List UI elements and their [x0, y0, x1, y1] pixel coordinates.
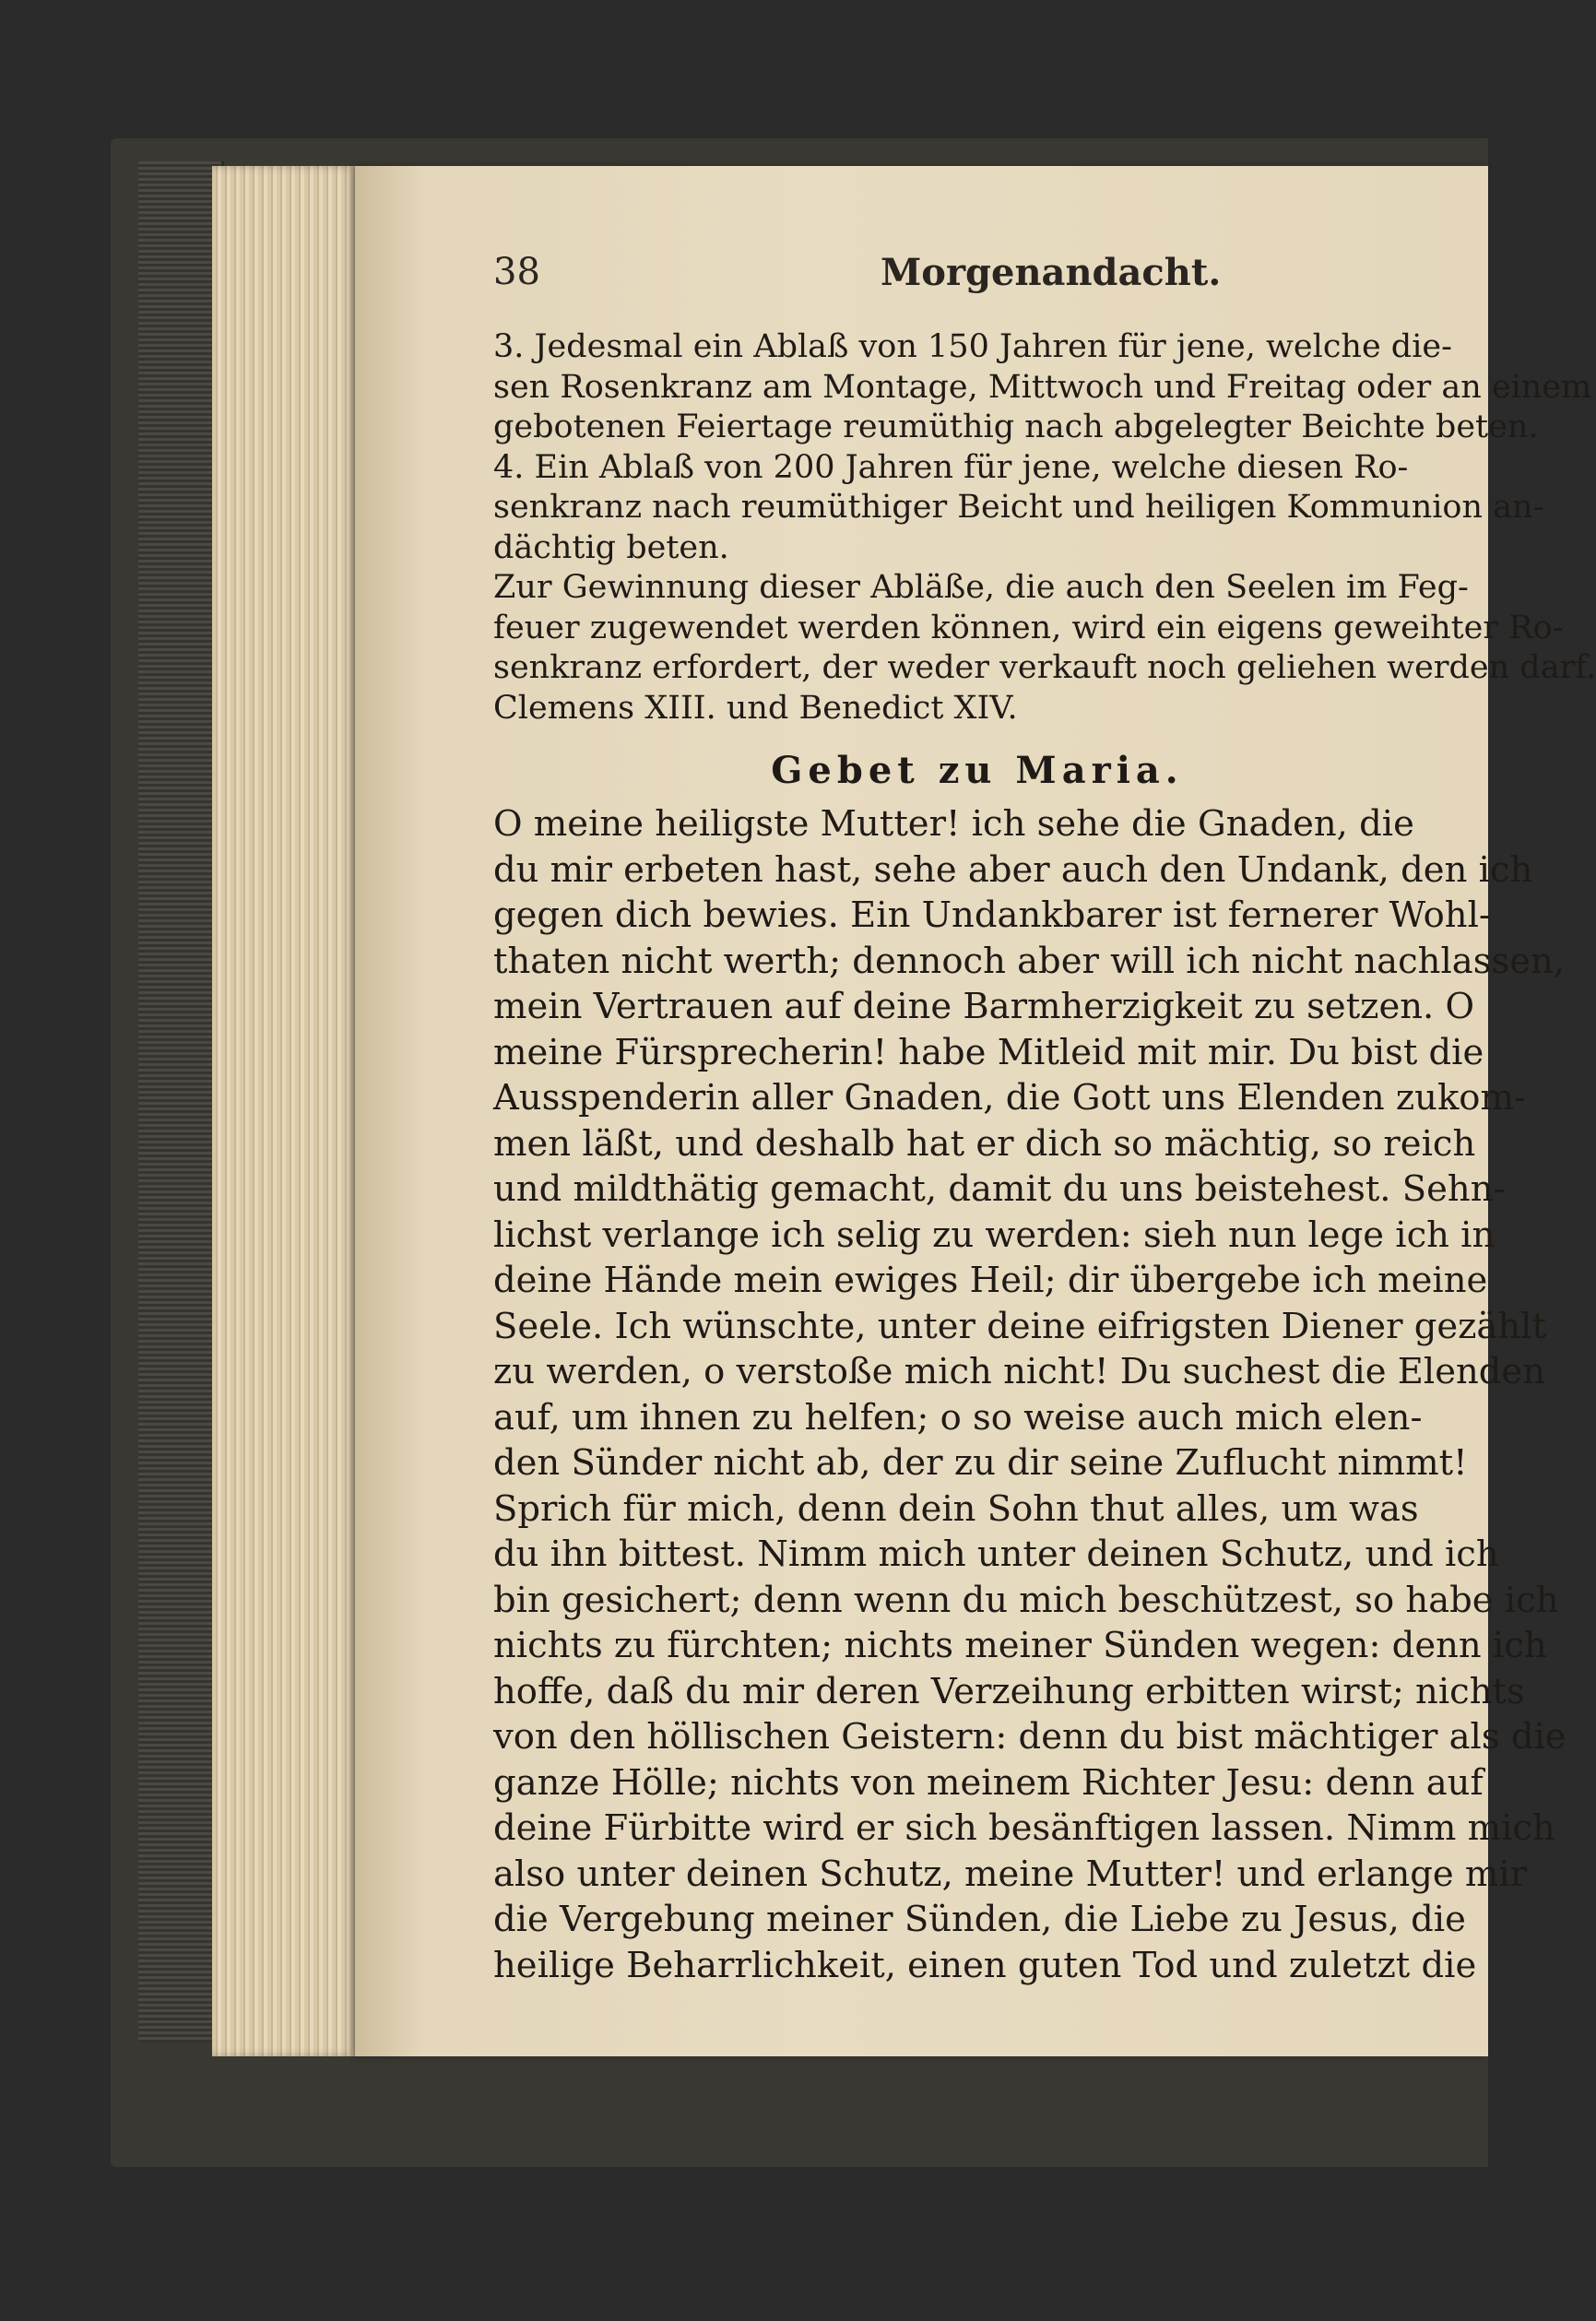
page-number: 38 — [493, 251, 540, 293]
text-line: Sprich für mich, denn dein Sohn thut alles, um was — [493, 1487, 1419, 1530]
indulgence-item-3 — [493, 327, 1592, 448]
text-line: men läßt, und deshalb hat er dich so mächtig, so reich — [493, 1122, 1476, 1165]
text-line: bin gesichert; denn wenn du mich beschützest, so habe ich — [493, 1579, 1559, 1621]
prayer-text — [493, 801, 1566, 1988]
text-line: von den höllischen Geistern: denn du bist mächtiger als die — [493, 1716, 1566, 1758]
indulgence-note — [493, 568, 1596, 728]
text-line: Seele. Ich wünschte, unter deine eifrigsten Diener gezählt — [493, 1305, 1546, 1347]
text-line: auf, um ihnen zu helfen; o so weise auch mich elen- — [493, 1396, 1423, 1439]
text-line: gegen dich bewies. Ein Undankbarer ist fernerer Wohl- — [493, 894, 1491, 936]
text-line: Ausspenderin aller Gnaden, die Gott uns Elenden zukom- — [493, 1077, 1526, 1119]
text-line: mein Vertrauen auf deine Barmherzigkeit zu setzen. O — [493, 986, 1475, 1027]
text-line: und mildthätig gemacht, damit du uns beistehest. Sehn- — [493, 1168, 1506, 1210]
text-line: hoffe, daß du mir deren Verzeihung erbitten wirst; nichts — [493, 1670, 1525, 1712]
text-line: sen Rosenkranz am Montage, Mittwoch und Freitag oder an einem — [493, 368, 1592, 406]
text-line: du mir erbeten hast, sehe aber auch den Undank, den ich — [493, 848, 1533, 891]
text-line: zu werden, o verstoße mich nicht! Du suchest die Elenden — [493, 1351, 1545, 1392]
text-line: 4. Ein Ablaß von 200 Jahren für jene, welche diesen Ro- — [493, 448, 1409, 486]
page-text — [493, 327, 1596, 1988]
text-line: nichts zu fürchten; nichts meiner Sünden wegen: denn ich — [493, 1625, 1547, 1666]
text-line: senkranz erfordert, der weder verkauft noch geliehen werden darf. — [493, 649, 1596, 686]
text-line: deine Hände mein ewiges Heil; dir übergebe ich meine — [493, 1260, 1488, 1301]
text-line: deine Fürbitte wird er sich besänftigen lassen. Nimm mich — [493, 1807, 1555, 1849]
indulgence-section — [493, 327, 1596, 728]
text-line: 3. Jedesmal ein Ablaß von 150 Jahren für jene, welche die- — [493, 328, 1452, 365]
text-line: meine Fürsprecherin! habe Mitleid mit mir. Du bist die — [493, 1031, 1484, 1073]
indulgence-item-4 — [493, 448, 1544, 569]
page-header — [493, 251, 1443, 306]
running-title: Morgenandacht. — [881, 251, 1222, 294]
text-line: Clemens XIII. und Benedict XIV. — [493, 689, 1018, 727]
text-line: du ihn bittest. Nimm mich unter deinen Schutz, und ich — [493, 1534, 1499, 1575]
text-line: den Sünder nicht ab, der zu dir seine Zuflucht nimmt! — [493, 1442, 1468, 1484]
text-line: thaten nicht werth; dennoch aber will ich nicht nachlassen, — [493, 940, 1566, 982]
text-line: senkranz nach reumüthiger Beicht und heiligen Kommunion an- — [493, 489, 1544, 526]
text-line: lichst verlange ich selig zu werden: sieh nun lege ich in — [493, 1214, 1496, 1256]
text-line: O meine heiligste Mutter! ich sehe die Gnaden, die — [493, 803, 1414, 845]
page-edges — [212, 166, 360, 2056]
text-line: also unter deinen Schutz, meine Mutter! und erlange mir — [493, 1853, 1528, 1895]
text-line: dächtig beten. — [493, 528, 729, 566]
text-line: ganze Hölle; nichts von meinem Richter Jesu: denn auf — [493, 1761, 1484, 1804]
text-line: heilige Beharrlichkeit, einen guten Tod und zuletzt die — [493, 1944, 1477, 1986]
text-line: gebotenen Feiertage reumüthig nach abgelegter Beichte beten. — [493, 409, 1539, 445]
prayer-heading: Gebet zu Maria. — [771, 749, 1184, 792]
text-line: feuer zugewendet werden können, wird ein eigens geweihter Ro- — [493, 609, 1564, 646]
text-line: die Vergebung meiner Sünden, die Liebe zu Jesus, die — [493, 1899, 1466, 1940]
text-line: Zur Gewinnung dieser Abläße, die auch den Seelen im Feg- — [493, 569, 1469, 606]
